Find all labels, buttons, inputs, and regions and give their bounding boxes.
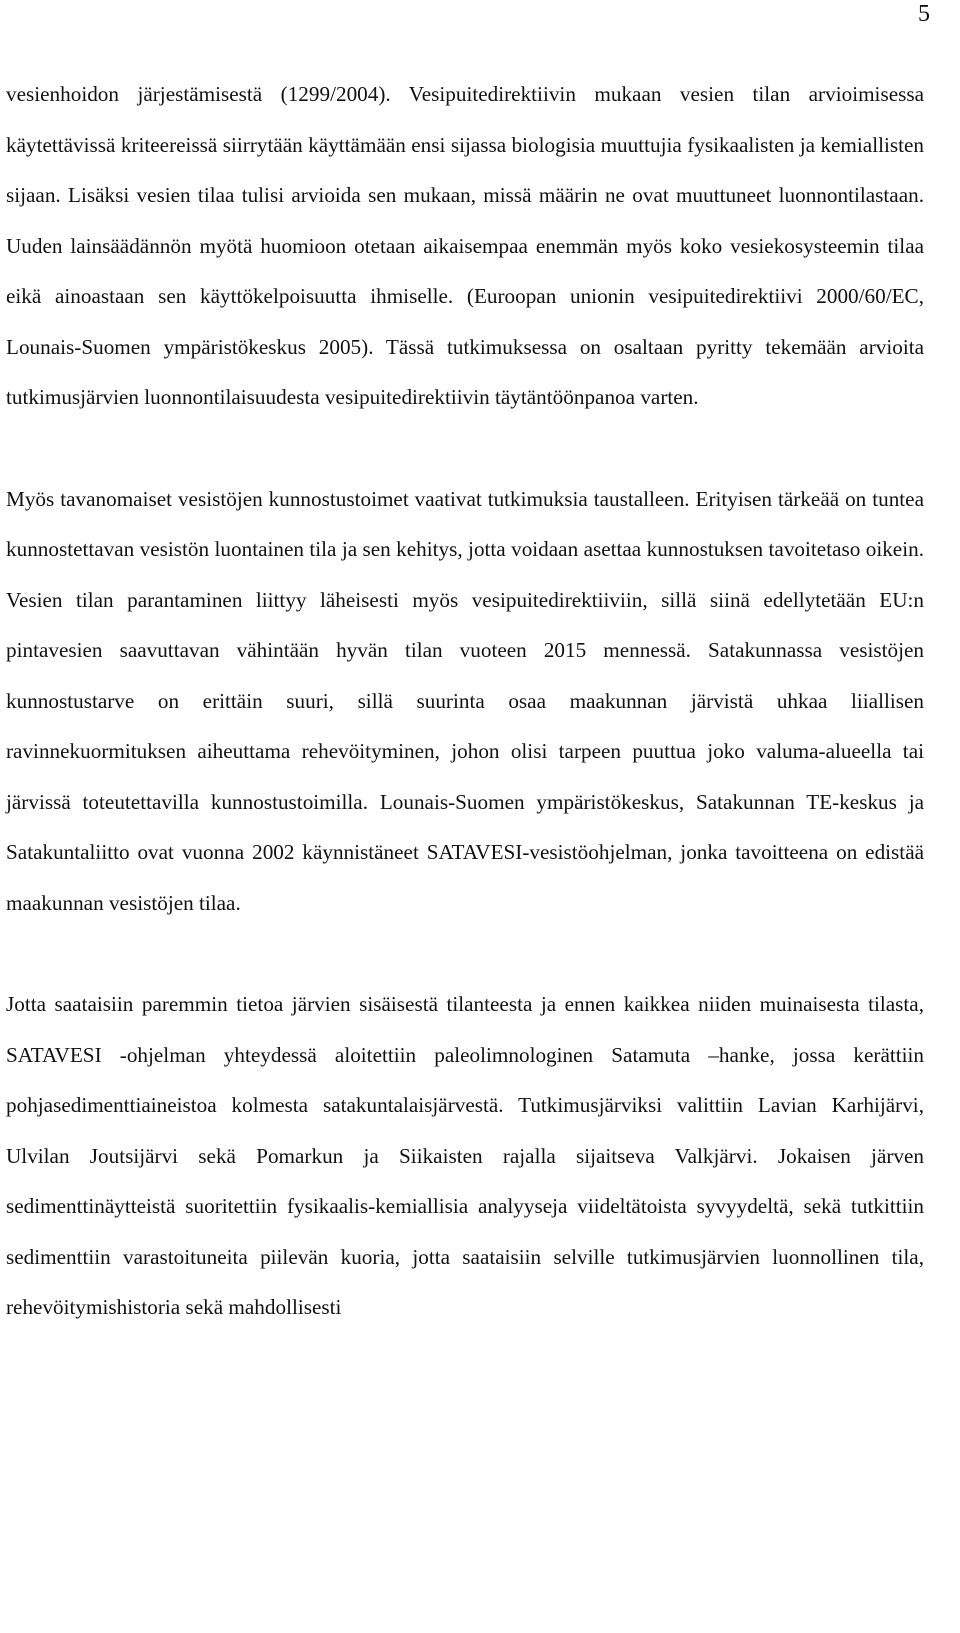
paragraph-restoration-measures: Myös tavanomaiset vesistöjen kunnostustoimet vaativat tutkimuksia taustalleen. Erityisen tärkeää on tuntea kunnostettavan vesistön luontainen tila ja sen kehitys, jotta voidaan asettaa kunnostuksen tavoitetaso oikein. Vesien tilan parantaminen liittyy läheisesti myös vesipuitedirektiiviin, sillä siinä edellytetään EU:n pintavesien saavuttavan vähintään hyvän tilan vuoteen 2015 mennessä. Satakunnassa vesistöjen kunnostustarve on erittäin suuri, sillä suurinta osaa maakunnan järvistä uhkaa liiallisen ravinnekuormituksen aiheuttama rehevöityminen, johon olisi tarpeen puuttua joko valuma-alueella tai järvissä toteutettavilla kunnostustoimilla. Lounais-Suomen ympäristökeskus, Satakunnan TE-keskus ja Satakuntaliitto ovat vuonna 2002 käynnistäneet SATAVESI-vesistöohjelman, jonka tavoitteena on edistää maakunnan vesistöjen tilaa. xyxy=(6,486,924,915)
document-body xyxy=(6,69,924,1333)
paragraph-water-directive: vesienhoidon järjestämisestä (1299/2004). Vesipuitedirektiivin mukaan vesien tilan arvioimisessa käytettävissä kriteereissä siirrytään käyttämään ensi sijassa biologisia muuttujia fysikaalisten ja kemiallisten sijaan. Lisäksi vesien tilaa tulisi arvioida sen mukaan, missä määrin ne ovat muuttuneet luonnontilastaan. Uuden lainsäädännön myötä huomioon otetaan aikaisempaa enemmän myös koko vesiekosysteemin tilaa eikä ainoastaan sen käyttökelpoisuutta ihmiselle. (Euroopan unionin vesipuitedirektiivi 2000/60/EC, Lounais-Suomen ympäristökeskus 2005). Tässä tutkimuksessa on osaltaan pyritty tekemään arvioita tutkimusjärvien luonnontilaisuudesta vesipuitedirektiivin täytäntöönpanoa varten. xyxy=(6,82,924,409)
page-number: 5 xyxy=(918,1,930,27)
paragraph-satamuta-project: Jotta saataisiin paremmin tietoa järvien sisäisestä tilanteesta ja ennen kaikkea niiden muinaisesta tilasta, SATAVESI -ohjelman yhteydessä aloitettiin paleolimnologinen Satamuta –hanke, jossa kerättiin pohjasedimenttiaineistoa kolmesta satakuntalaisjärvestä. Tutkimusjärviksi valittiin Lavian Karhijärvi, Ulvilan Joutsijärvi sekä Pomarkun ja Siikaisten rajalla sijaitseva Valkjärvi. Jokaisen järven sedimenttinäytteistä suoritettiin fysikaalis-kemiallisia analyyseja viideltätoista syvyydeltä, sekä tutkittiin sedimenttiin varastoituneita piilevän kuoria, jotta saataisiin selville tutkimusjärvien luonnollinen tila, rehevöitymishistoria sekä mahdollisesti xyxy=(6,992,924,1319)
